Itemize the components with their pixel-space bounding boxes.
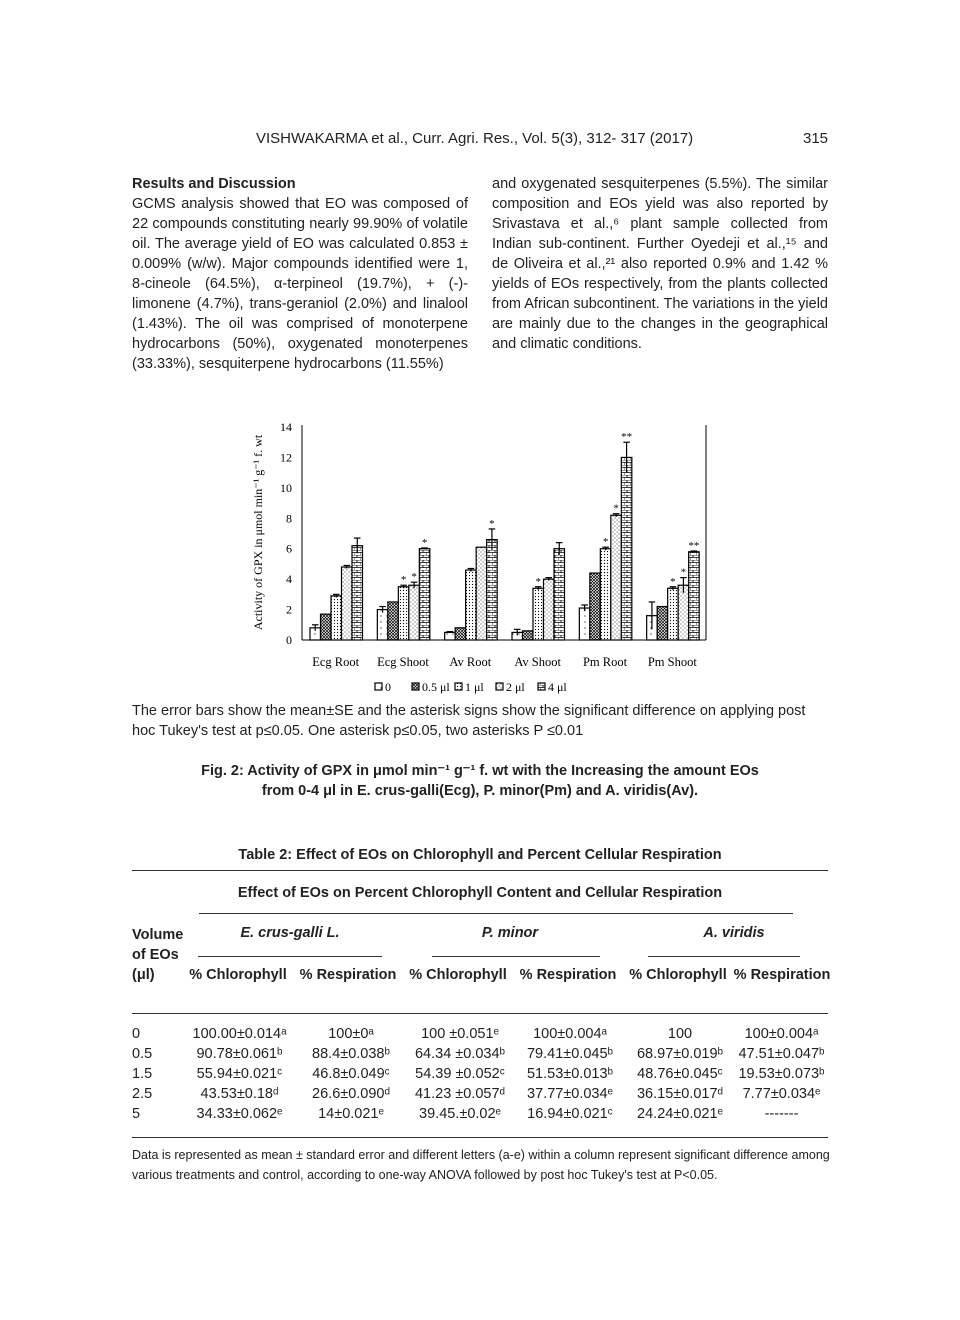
table-cell: 14±0.021ᵉ bbox=[318, 1106, 384, 1122]
bar bbox=[445, 632, 456, 640]
bar bbox=[342, 567, 353, 640]
table-cell: 90.78±0.061ᵇ bbox=[196, 1046, 283, 1062]
y-tick-label: 14 bbox=[280, 420, 292, 434]
table-cell: 100±0ᵃ bbox=[328, 1026, 374, 1042]
figure-caption: The error bars show the mean±SE and the asterisk signs show the significant difference on applying post hoc Tukey's test at p≤0.05. One asterisk p≤0.05, two asterisks P ≤0.01 bbox=[132, 703, 806, 739]
bar bbox=[579, 608, 590, 640]
table-cell: 51.53±0.013ᵇ bbox=[526, 1066, 613, 1082]
table-row bbox=[132, 1044, 828, 1064]
left-paragraph: GCMS analysis showed that EO was composed of 22 compounds constituting nearly 99.90% of volatile oil. The average yield of EO was calculated 0.853 ± 0.009% (w/w). Major compounds identified were 1, 8-cineole (64.5%), α-terpineol (19.7%), + (-)-limonene (4.7%), trans-geraniol (2.0%) and linalool (1.43%). The oil was comprised of monoterpene hydrocarbons (50%), oxygenated monoterpenes (33.33%), sesquiterpene hydrocarbons (11.55%) bbox=[132, 196, 468, 372]
table-cell: 100.00±0.014ᵃ bbox=[192, 1026, 287, 1042]
data-table bbox=[132, 1024, 828, 1124]
table-note: Data is represented as mean ± standard error and different letters (a-e) within a column represent significant difference among various treatments and control, according to one-way ANOVA followed by post hoc Tukey's test at P<0.05. bbox=[132, 1148, 830, 1182]
y-axis-label: Activity of GPX in μmol min⁻¹ g⁻¹ f. wt bbox=[251, 434, 265, 631]
y-tick-label: 12 bbox=[280, 450, 292, 465]
table-cell: 0.5 bbox=[132, 1046, 153, 1062]
x-tick-label: Ecg Shoot bbox=[377, 655, 429, 669]
significance-asterisk: * bbox=[489, 517, 495, 530]
right-paragraph: and oxygenated sesquiterpenes (5.5%). The similar composition and EOs yield was also reported by Srivastava et al.,⁶ plant sample collected from Indian sub-continent. Further Oyedeji et al.,¹⁵ and de Oliveira et al.,²¹ also reported 0.9% and 1.42 % yields of EOs respectively, from the plants collected from African subcontinent. The variations in the yield are mainly due to the changes in the geographical and climatic conditions. bbox=[492, 176, 828, 352]
bar bbox=[419, 549, 430, 640]
bar bbox=[657, 607, 668, 640]
legend-swatch bbox=[375, 683, 382, 690]
x-tick-label: Av Shoot bbox=[514, 655, 561, 669]
significance-asterisk: * bbox=[680, 566, 687, 579]
table-row bbox=[132, 1024, 828, 1044]
table-cell: 39.45.±0.02ᵉ bbox=[419, 1106, 501, 1122]
table-cell: 16.94±0.021ᶜ bbox=[527, 1106, 613, 1122]
bar bbox=[398, 587, 409, 640]
bar bbox=[409, 585, 420, 640]
legend-swatch bbox=[496, 683, 503, 690]
span-rule bbox=[199, 913, 793, 914]
significance-asterisk: * bbox=[613, 502, 619, 515]
running-header: VISHWAKARMA et al., Curr. Agri. Res., Vol. 5(3), 312- 317 (2017) bbox=[256, 130, 694, 147]
y-tick-label: 0 bbox=[286, 633, 292, 647]
table-row bbox=[132, 1064, 828, 1084]
significance-asterisk: * bbox=[400, 574, 407, 587]
table-title: Table 2: Effect of EOs on Chlorophyll and Percent Cellular Respiration bbox=[238, 847, 722, 863]
column-header: % Respiration bbox=[733, 967, 831, 983]
table-span-header: Effect of EOs on Percent Chlorophyll Content and Cellular Respiration bbox=[237, 885, 723, 901]
table-cell: 55.94±0.021ᶜ bbox=[196, 1066, 283, 1082]
column-header: % Respiration bbox=[519, 967, 617, 983]
table-cell: 37.77±0.034ᵉ bbox=[527, 1086, 613, 1102]
table-top-rule bbox=[132, 870, 828, 871]
legend-label: 1 μl bbox=[465, 680, 484, 694]
table-cell: 0 bbox=[132, 1026, 141, 1042]
figure-title bbox=[0, 761, 960, 801]
bar bbox=[678, 585, 689, 640]
table-cell: 2.5 bbox=[132, 1086, 153, 1102]
bar bbox=[533, 588, 544, 640]
column-header: % Respiration bbox=[299, 967, 397, 983]
x-tick-label: Pm Root bbox=[582, 655, 628, 669]
significance-asterisk: * bbox=[421, 536, 428, 549]
bar bbox=[377, 610, 388, 640]
table-cell: 100 ±0.051ᵉ bbox=[421, 1026, 499, 1042]
table-cell: 100 bbox=[667, 1026, 693, 1042]
legend-label: 0.5 μl bbox=[422, 680, 450, 694]
bar bbox=[668, 588, 679, 640]
column-header: % Chlorophyll bbox=[189, 967, 287, 983]
y-tick-label: 4 bbox=[286, 572, 292, 587]
significance-asterisk: * bbox=[602, 536, 609, 549]
table-cell: 88.4±0.038ᵇ bbox=[312, 1046, 390, 1062]
bar bbox=[689, 552, 700, 640]
section-heading: Results and Discussion bbox=[132, 176, 296, 192]
table-cell: 100±0.004ᵃ bbox=[744, 1026, 819, 1042]
species-av: A. viridis bbox=[703, 925, 765, 941]
y-tick-label: 8 bbox=[286, 511, 292, 526]
bar bbox=[544, 579, 555, 640]
column-header: % Chlorophyll bbox=[629, 967, 727, 983]
table-cell: 7.77±0.034ᵉ bbox=[742, 1086, 821, 1102]
legend-label: 4 μl bbox=[548, 680, 567, 694]
significance-asterisk: * bbox=[411, 571, 417, 584]
bar bbox=[455, 628, 466, 640]
species-pm: P. minor bbox=[481, 925, 539, 941]
table-cell: 68.97±0.019ᵇ bbox=[636, 1046, 723, 1062]
bar bbox=[466, 570, 477, 640]
table-row bbox=[132, 1084, 828, 1104]
legend-swatch bbox=[538, 683, 545, 690]
y-tick-label: 6 bbox=[286, 541, 292, 556]
bar bbox=[331, 596, 342, 640]
legend-swatch bbox=[412, 683, 419, 690]
bar bbox=[352, 546, 363, 640]
bar bbox=[611, 515, 622, 640]
page-number: 315 bbox=[803, 130, 829, 147]
x-tick-label: Pm Shoot bbox=[647, 655, 697, 669]
legend-label: 0 bbox=[385, 680, 391, 694]
table-cell: 43.53±0.18ᵈ bbox=[200, 1086, 279, 1102]
bar bbox=[590, 573, 601, 640]
y-tick-label: 10 bbox=[280, 480, 292, 495]
bar bbox=[388, 602, 399, 640]
table-cell: 24.24±0.021ᵉ bbox=[637, 1106, 723, 1122]
table-cell: 100±0.004ᵃ bbox=[533, 1026, 607, 1042]
table-cell: 5 bbox=[132, 1106, 141, 1122]
x-tick-label: Av Root bbox=[449, 655, 492, 669]
table-cell: 48.76±0.045ᶜ bbox=[637, 1066, 723, 1082]
significance-asterisk: ** bbox=[621, 431, 633, 444]
gpx-bar-chart bbox=[240, 415, 720, 700]
y-tick-label: 2 bbox=[286, 602, 292, 617]
table-cell: 34.33±0.062ᵉ bbox=[196, 1106, 283, 1122]
bar bbox=[487, 540, 498, 640]
table-cell: ------- bbox=[764, 1106, 799, 1122]
x-tick-label: Ecg Root bbox=[312, 655, 360, 669]
species-ecg: E. crus-galli L. bbox=[240, 925, 340, 941]
table-row bbox=[132, 1104, 828, 1124]
significance-asterisk: ** bbox=[688, 539, 700, 552]
figure-title-line2: from 0-4 μl in E. crus-galli(Ecg), P. minor(Pm) and A. viridis(Av). bbox=[261, 783, 699, 799]
table-cell: 64.34 ±0.034ᵇ bbox=[414, 1046, 506, 1062]
table-cell: 54.39 ±0.052ᶜ bbox=[415, 1066, 505, 1082]
figure-title-line1: Fig. 2: Activity of GPX in μmol min⁻¹ g⁻¹ f. wt with the Increasing the amount EOs bbox=[201, 763, 759, 779]
table-cell: 46.8±0.049ᶜ bbox=[312, 1066, 390, 1082]
legend-label: 2 μl bbox=[506, 680, 525, 694]
significance-asterisk: * bbox=[535, 575, 541, 588]
significance-asterisk: * bbox=[670, 575, 676, 588]
bar bbox=[554, 549, 565, 640]
bar bbox=[523, 631, 534, 640]
column-header: % Chlorophyll bbox=[409, 967, 507, 983]
table-cell: 26.6±0.090ᵈ bbox=[312, 1086, 390, 1102]
left-column bbox=[132, 174, 468, 374]
table-cell: 19.53±0.073ᵇ bbox=[738, 1066, 825, 1082]
table-cell: 79.41±0.045ᵇ bbox=[526, 1046, 613, 1062]
table-cell: 36.15±0.017ᵈ bbox=[636, 1086, 723, 1102]
right-column bbox=[492, 174, 828, 354]
bar bbox=[621, 457, 632, 640]
bar bbox=[600, 549, 611, 640]
bar bbox=[321, 614, 332, 640]
table-cell: 1.5 bbox=[132, 1066, 153, 1082]
row-header: Volume of EOs (μl) bbox=[132, 927, 184, 983]
table-cell: 41.23 ±0.057ᵈ bbox=[414, 1086, 506, 1102]
bar bbox=[476, 547, 487, 640]
table-cell: 47.51±0.047ᵇ bbox=[738, 1046, 825, 1062]
legend-swatch bbox=[455, 683, 462, 690]
